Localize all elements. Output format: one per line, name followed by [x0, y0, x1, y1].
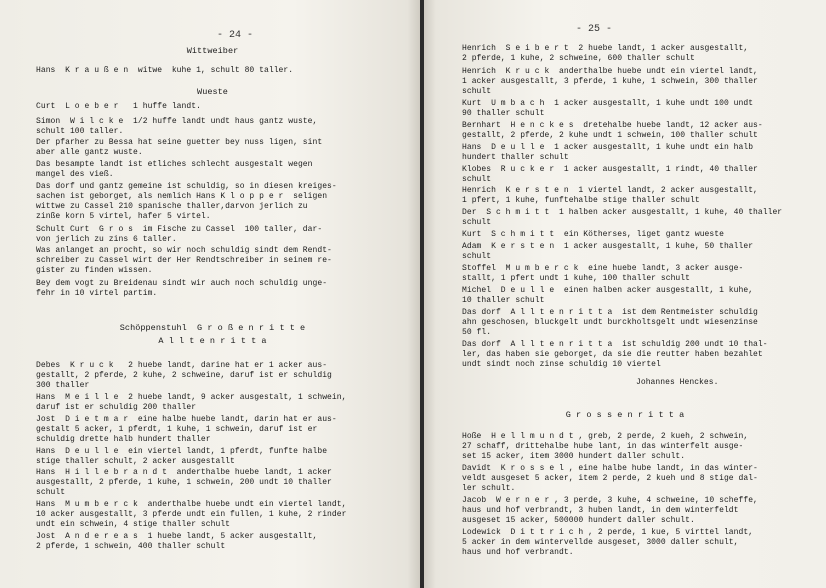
- list-item: Lodewick D i t t r i c h , 2 perde, 1 kue, 5 virttel landt, 5 acker in dem wintervellde ausgeset, 3000 daller schult, haus und hof verbrandt.: [462, 528, 754, 557]
- list-item: Henrich S e i b e r t 2 huebe landt, 1 acker ausgestallt, 2 pferde, 1 kuhe, 2 schweine, 600 thaller schult: [462, 44, 749, 63]
- list-item: Davidt K r o s s e l , eine halbe hube landt, in das winter- veldt ausgeset 5 acker, item 2 perde, 2 kueh und 8 stige dal- ler schult.: [462, 464, 758, 493]
- page-number-right: - 25 -: [575, 24, 612, 35]
- list-item: Hans M u m b e r c k anderthalbe huebe undt ein viertel landt, 10 acker ausgestallt, 3 pferde undt ein fullen, 1 kuhe, 2 rinder undt ein schwein, 4 stige thaller schult: [36, 500, 347, 529]
- page-number-left: - 24 -: [216, 30, 253, 41]
- list-item: Michel D e u l l e einen halben acker ausgestallt, 1 kuhe, 10 thaller schult: [462, 286, 754, 305]
- paragraph: Simon W i l c k e 1/2 huffe landt undt haus gantz wuste, schult 100 taller.: [36, 117, 318, 136]
- list-item: Jost A n d e r e a s 1 huebe landt, 5 acker ausgestallt, 2 pferde, 1 schwein, 400 thaller schult: [36, 532, 318, 551]
- list-item: Kurt U m b a c h 1 acker ausgestallt, 1 kuhe undt 100 undt 90 thaller schult: [462, 99, 754, 118]
- list-item: Debes K r u c k 2 huebe landt, darine hat er 1 acker aus- gestallt, 2 pferde, 2 kuhe, 2 schweine, daruf ist er schuldig 300 thaller: [36, 361, 332, 390]
- list-item: Hoße H e l l m u n d t , greb, 2 perde, 2 kueh, 2 schwein, 27 schaff, drittehalbe hube lant, in das winterfelt ausge- set 15 acker, item 3000 hundert daller schult.: [462, 432, 749, 461]
- list-item: Stoffel M u m b e r c k eine huebe landt, 3 acker ausge- stallt, 1 pfert undt 1 kuhe, 100 thaller schult: [462, 264, 744, 283]
- list-item: Das dorf A l l t e n r i t t a ist schuldig 200 undt 10 thal- ler, das haben sie geborget, da sie die reutter haben bezahlet undt sindt noch zinse schuldig 10 viertel: [462, 340, 768, 369]
- list-item: Henrich K r u c k anderthalbe huebe undt ein viertel landt, 1 acker ausgestallt, 3 pferde, 1 kuhe, 1 schwein, 300 thaller schult: [462, 67, 758, 96]
- heading-alltenritta: A l l t e n r i t t a: [158, 336, 267, 346]
- heading-schoeppenstuhl: Schöppenstuhl G r o ß e n r i t t e: [119, 323, 306, 333]
- paragraph: Das dorf und gantz gemeine ist schuldig, so in diesen kreiges- sachen ist geborget, als nemlich Hans K l o p p e r seligen wittwe zu Cassel 210 spanische thaller,darvon jerlich zu zinße korn 5 virtel, hafer 5 virtel.: [36, 182, 337, 221]
- signature-line: Johannes Henckes.: [636, 378, 719, 387]
- list-item: Hans M e i l l e 2 huebe landt, 9 acker ausgestalt, 1 schwein, daruf ist er schuldig 200 thaller: [36, 393, 347, 412]
- list-item: Hans D e u l l e 1 acker ausgestallt, 1 kuhe undt ein halb hundert thaller schult: [462, 143, 754, 162]
- paragraph: Bey dem vogt zu Breidenau sindt wir auch noch schuldig unge- fehr in 10 virtel partim.: [36, 279, 328, 298]
- list-item: Hans D e u l l e ein viertel landt, 1 pferdt, funfte halbe stige thaller schult, 2 acker ausgestallt: [36, 447, 328, 466]
- list-item: Henrich K e r s t e n 1 viertel landt, 2 acker ausgestallt, 1 pfert, 1 kuhe, funftehalbe stige thaller schult: [462, 186, 758, 205]
- list-item: Jacob W e r n e r , 3 perde, 3 kuhe, 4 schweine, 10 scheffe, haus und hof verbrandt, 3 huben landt, in dem winterfeldt ausgeset 15 acker, 500000 hundert daller schult.: [462, 496, 758, 525]
- list-item: Adam K e r s t e n 1 acker ausgestallt, 1 kuhe, 50 thaller schult: [462, 242, 754, 261]
- paragraph: Schult Curt G r o s im Fische zu Cassel 100 taller, dar- von jerlich zu zins 6 taller.: [36, 225, 323, 244]
- paragraph: Der pfarher zu Bessa hat seine guetter bey nuss ligen, sint aber alle gantz wuste.: [36, 138, 323, 157]
- list-item: Der S c h m i t t 1 halben acker ausgestallt, 1 kuhe, 40 thaller schult: [462, 208, 783, 227]
- heading-wittweiber: Wittweiber: [186, 46, 239, 56]
- heading-grossenritta: G r o s s e n r i t t a: [565, 410, 685, 420]
- witwe-line: Hans K r a u ß e n witwe kuhe 1, schult 80 taller.: [36, 66, 294, 75]
- paragraph: Curt L o e b e r 1 huffe landt.: [36, 102, 201, 111]
- paragraph: Was anlanget an procht, so wir noch schuldig sindt dem Rendt- schreiber zu Cassel wirt der Her Rendtschreiber in seinem re- gister zu finden wissen.: [36, 246, 332, 275]
- list-item: Jost D i e t m a r eine halbe huebe landt, darin hat er aus- gestalt 5 acker, 1 pferdt, 1 kuhe, 1 schwein, daruf ist er schuldig drette halb hundert thaller: [36, 415, 337, 444]
- list-item: Klobes R u c k e r 1 acker ausgestallt, 1 rindt, 40 thaller schult: [462, 165, 758, 184]
- heading-wueste: Wueste: [197, 87, 228, 97]
- paragraph: Das besampte landt ist etliches schlecht ausgestalt wegen mangel des vieß.: [36, 160, 313, 179]
- list-item: Kurt S c h m i t t ein Kötherses, liget gantz wueste: [462, 230, 724, 239]
- list-item: Das dorf A l l t e n r i t t a ist dem Rentmeister schuldig ahn geschosen, bluckgelt undt burckholtsgelt undt wiesenzinse 50 fl.: [462, 308, 758, 337]
- list-item: Bernhart H e n c k e s dretehalbe huebe landt, 12 acker aus- gestallt, 2 pferde, 2 kuhe undt 1 schwein, 100 thaller schult: [462, 121, 763, 140]
- list-item: Hans H i l l e b r a n d t anderthalbe huebe landt, 1 acker ausgestallt, 2 pferde, 1 kuhe, 1 schwein, 200 undt 10 thaller schult: [36, 468, 332, 497]
- right-page: [424, 0, 826, 588]
